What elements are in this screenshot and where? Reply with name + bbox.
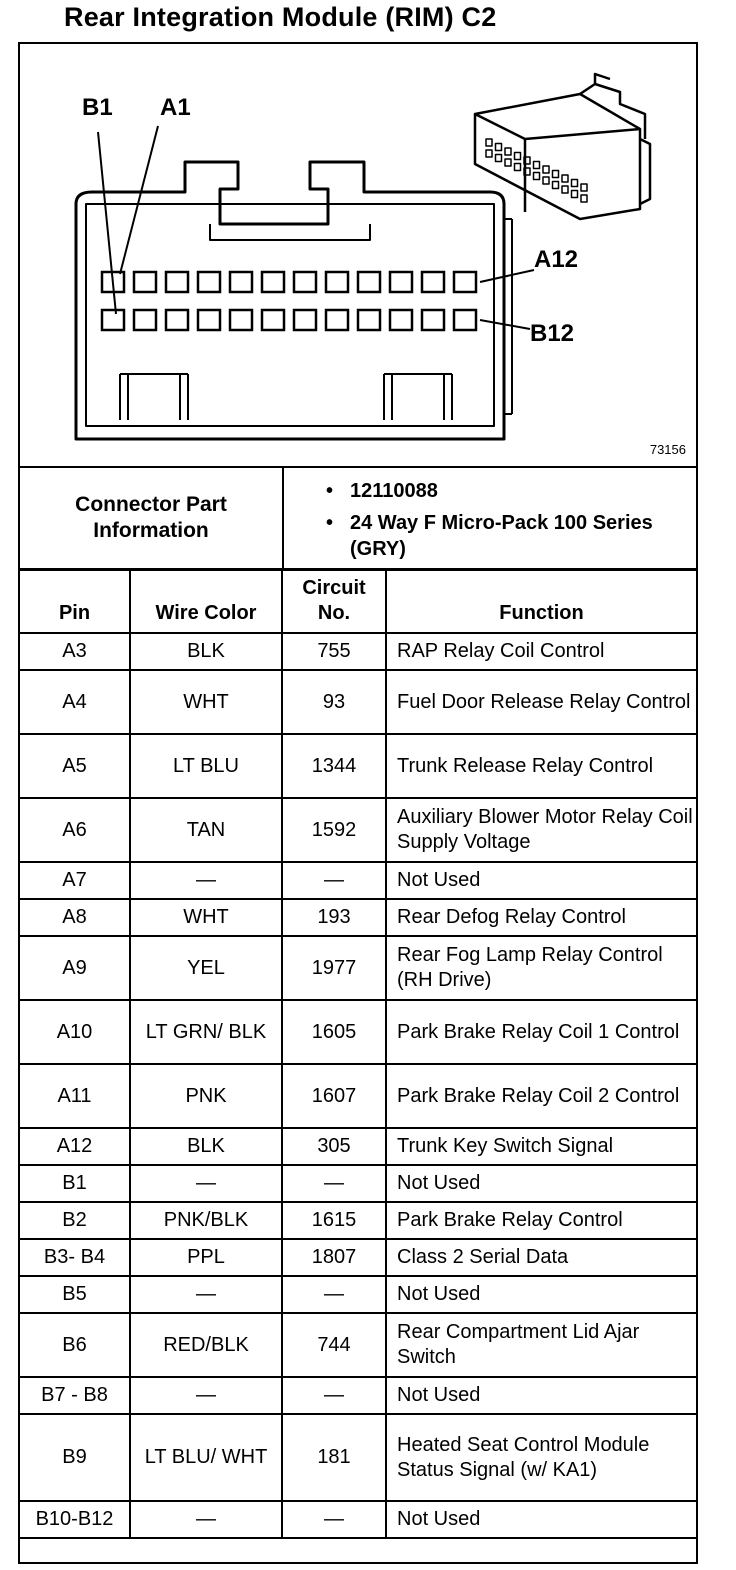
- table-row: [20, 936, 696, 1000]
- pin-cell: B2: [20, 1202, 130, 1239]
- pin-cavity: [166, 310, 188, 330]
- function-cell: Fuel Door Release Relay Control: [386, 670, 696, 734]
- table-row: [20, 633, 696, 670]
- table-row: [20, 899, 696, 936]
- function-cell: Trunk Key Switch Signal: [386, 1128, 696, 1165]
- wire-color-cell: BLK: [130, 1128, 282, 1165]
- wire-color-cell: LT GRN/ BLK: [130, 1000, 282, 1064]
- table-row: [20, 670, 696, 734]
- table-row: [20, 1501, 696, 1538]
- wire-color-cell: —: [130, 862, 282, 899]
- connector-diagram: [20, 44, 696, 468]
- connector-part-info-label: Connector Part Information: [20, 468, 284, 568]
- circuit-cell: 1615: [282, 1202, 386, 1239]
- pin-cell: B9: [20, 1414, 130, 1501]
- pin-cavity: [230, 272, 252, 292]
- leader-lines: [98, 126, 534, 329]
- circuit-cell: 1592: [282, 798, 386, 862]
- page-title: Rear Integration Module (RIM) C2: [64, 2, 497, 32]
- pin-cell: A8: [20, 899, 130, 936]
- wire-color-cell: PNK/BLK: [130, 1202, 282, 1239]
- function-cell: Trunk Release Relay Control: [386, 734, 696, 798]
- table-row: [20, 1064, 696, 1128]
- circuit-cell: 193: [282, 899, 386, 936]
- iso-pin-cavity: [553, 171, 559, 178]
- pin-cell: A9: [20, 936, 130, 1000]
- iso-pin-cavity: [581, 184, 587, 191]
- iso-pin-cavity: [572, 180, 578, 187]
- pin-cavity: [262, 272, 284, 292]
- wire-color-cell: LT BLU/ WHT: [130, 1414, 282, 1501]
- wire-color-cell: RED/BLK: [130, 1313, 282, 1377]
- iso-pin-cavity: [534, 173, 540, 180]
- function-cell: Rear Fog Lamp Relay Control (RH Drive): [386, 936, 696, 1000]
- iso-pin-cavity: [562, 186, 568, 193]
- function-cell: Not Used: [386, 1501, 696, 1538]
- pin-cell: A12: [20, 1128, 130, 1165]
- function-cell: RAP Relay Coil Control: [386, 633, 696, 670]
- iso-pin-cavity: [581, 195, 587, 202]
- connector-description: • 24 Way F Micro-Pack 100 Series (GRY): [282, 510, 696, 562]
- connector-face-drawing: [76, 162, 512, 439]
- function-cell: Heated Seat Control Module Status Signal (w/ KA1): [386, 1414, 696, 1501]
- pin-cell: A6: [20, 798, 130, 862]
- pin-cavity: [326, 272, 348, 292]
- iso-pin-cavity: [553, 182, 559, 189]
- pin-cavity: [358, 310, 380, 330]
- table-row: [20, 1165, 696, 1202]
- document-frame: [18, 42, 698, 1564]
- table-row: [20, 1377, 696, 1414]
- header-circuit-no: Circuit No.: [282, 571, 386, 633]
- label-a12: A12: [534, 246, 579, 273]
- pin-cell: A7: [20, 862, 130, 899]
- table-row: [20, 798, 696, 862]
- table-row: [20, 1414, 696, 1501]
- function-cell: Rear Defog Relay Control: [386, 899, 696, 936]
- wire-color-cell: —: [130, 1276, 282, 1313]
- table-row: [20, 1239, 696, 1276]
- pin-cavity: [262, 310, 284, 330]
- wire-color-cell: BLK: [130, 633, 282, 670]
- pin-cell: A5: [20, 734, 130, 798]
- iso-pin-cavity: [543, 166, 549, 173]
- wire-color-cell: —: [130, 1165, 282, 1202]
- pin-cavity: [230, 310, 252, 330]
- iso-pin-cavity: [486, 139, 492, 146]
- circuit-cell: 744: [282, 1313, 386, 1377]
- iso-pin-cavity: [572, 191, 578, 198]
- pin-cell: A11: [20, 1064, 130, 1128]
- iso-pin-cavity: [543, 177, 549, 184]
- wire-color-cell: WHT: [130, 670, 282, 734]
- pin-cell: B5: [20, 1276, 130, 1313]
- connector-part-info-list: [282, 468, 696, 568]
- function-cell: Rear Compartment Lid Ajar Switch: [386, 1313, 696, 1377]
- pin-cavity: [454, 272, 476, 292]
- pin-cavity: [294, 272, 316, 292]
- circuit-cell: 1807: [282, 1239, 386, 1276]
- function-cell: Not Used: [386, 862, 696, 899]
- circuit-cell: —: [282, 1276, 386, 1313]
- pin-cavity: [198, 272, 220, 292]
- header-function: Function: [386, 571, 696, 633]
- pin-cell: A3: [20, 633, 130, 670]
- header-wire-color: Wire Color: [130, 571, 282, 633]
- wire-color-cell: —: [130, 1377, 282, 1414]
- pin-row-a: [102, 272, 476, 292]
- iso-pin-cavity: [496, 144, 502, 151]
- circuit-cell: 181: [282, 1414, 386, 1501]
- circuit-cell: —: [282, 1377, 386, 1414]
- table-row: [20, 1202, 696, 1239]
- pin-cavity: [198, 310, 220, 330]
- pin-cavity: [166, 272, 188, 292]
- wire-color-cell: PPL: [130, 1239, 282, 1276]
- circuit-cell: —: [282, 862, 386, 899]
- pin-cavity: [294, 310, 316, 330]
- pin-cavity: [422, 272, 444, 292]
- label-a1: A1: [160, 94, 191, 121]
- iso-pin-cavity: [515, 153, 521, 160]
- table-row: [20, 862, 696, 899]
- function-cell: Class 2 Serial Data: [386, 1239, 696, 1276]
- pin-cavity: [454, 310, 476, 330]
- label-b1: B1: [82, 94, 113, 121]
- table-header-row: [20, 571, 696, 633]
- pin-cavity: [102, 310, 124, 330]
- circuit-cell: 305: [282, 1128, 386, 1165]
- function-cell: Park Brake Relay Coil 1 Control: [386, 1000, 696, 1064]
- wire-color-cell: PNK: [130, 1064, 282, 1128]
- pin-cavity: [390, 310, 412, 330]
- circuit-cell: 1605: [282, 1000, 386, 1064]
- function-cell: Park Brake Relay Control: [386, 1202, 696, 1239]
- wire-color-cell: —: [130, 1501, 282, 1538]
- pin-cell: A4: [20, 670, 130, 734]
- circuit-cell: 1607: [282, 1064, 386, 1128]
- circuit-cell: 1977: [282, 936, 386, 1000]
- iso-pin-cavity: [562, 175, 568, 182]
- table-row: [20, 1313, 696, 1377]
- pin-cell: B1: [20, 1165, 130, 1202]
- function-cell: Auxiliary Blower Motor Relay Coil Supply Voltage: [386, 798, 696, 862]
- iso-pin-cavity: [515, 164, 521, 171]
- pin-cavity: [358, 272, 380, 292]
- iso-pin-cavity: [505, 159, 511, 166]
- function-cell: Not Used: [386, 1165, 696, 1202]
- pin-cell: A10: [20, 1000, 130, 1064]
- pin-cavity: [134, 310, 156, 330]
- pin-cavity: [422, 310, 444, 330]
- table-row: [20, 734, 696, 798]
- connector-part-info: [20, 468, 696, 571]
- table-row: [20, 1276, 696, 1313]
- part-number: • 12110088: [282, 478, 696, 504]
- header-pin: Pin: [20, 571, 130, 633]
- pin-cavity: [134, 272, 156, 292]
- label-b12: B12: [530, 320, 575, 347]
- function-cell: Not Used: [386, 1276, 696, 1313]
- pin-cell: B7 - B8: [20, 1377, 130, 1414]
- wire-color-cell: LT BLU: [130, 734, 282, 798]
- pin-cavity: [326, 310, 348, 330]
- circuit-cell: 755: [282, 633, 386, 670]
- iso-pin-cavity: [534, 162, 540, 169]
- pin-cell: B6: [20, 1313, 130, 1377]
- figure-number: 73156: [649, 442, 686, 457]
- pinout-table: [20, 571, 696, 1539]
- table-row: [20, 1128, 696, 1165]
- circuit-cell: 1344: [282, 734, 386, 798]
- circuit-cell: —: [282, 1501, 386, 1538]
- pin-cell: B10-B12: [20, 1501, 130, 1538]
- table-row: [20, 1000, 696, 1064]
- function-cell: Not Used: [386, 1377, 696, 1414]
- function-cell: Park Brake Relay Coil 2 Control: [386, 1064, 696, 1128]
- wire-color-cell: YEL: [130, 936, 282, 1000]
- circuit-cell: —: [282, 1165, 386, 1202]
- iso-pin-cavity: [496, 155, 502, 162]
- wire-color-cell: TAN: [130, 798, 282, 862]
- iso-pin-cavity: [486, 150, 492, 157]
- pin-cell: B3- B4: [20, 1239, 130, 1276]
- wire-color-cell: WHT: [130, 899, 282, 936]
- pin-cavity: [390, 272, 412, 292]
- pin-row-b: [102, 310, 476, 330]
- circuit-cell: 93: [282, 670, 386, 734]
- iso-pin-cavity: [505, 148, 511, 155]
